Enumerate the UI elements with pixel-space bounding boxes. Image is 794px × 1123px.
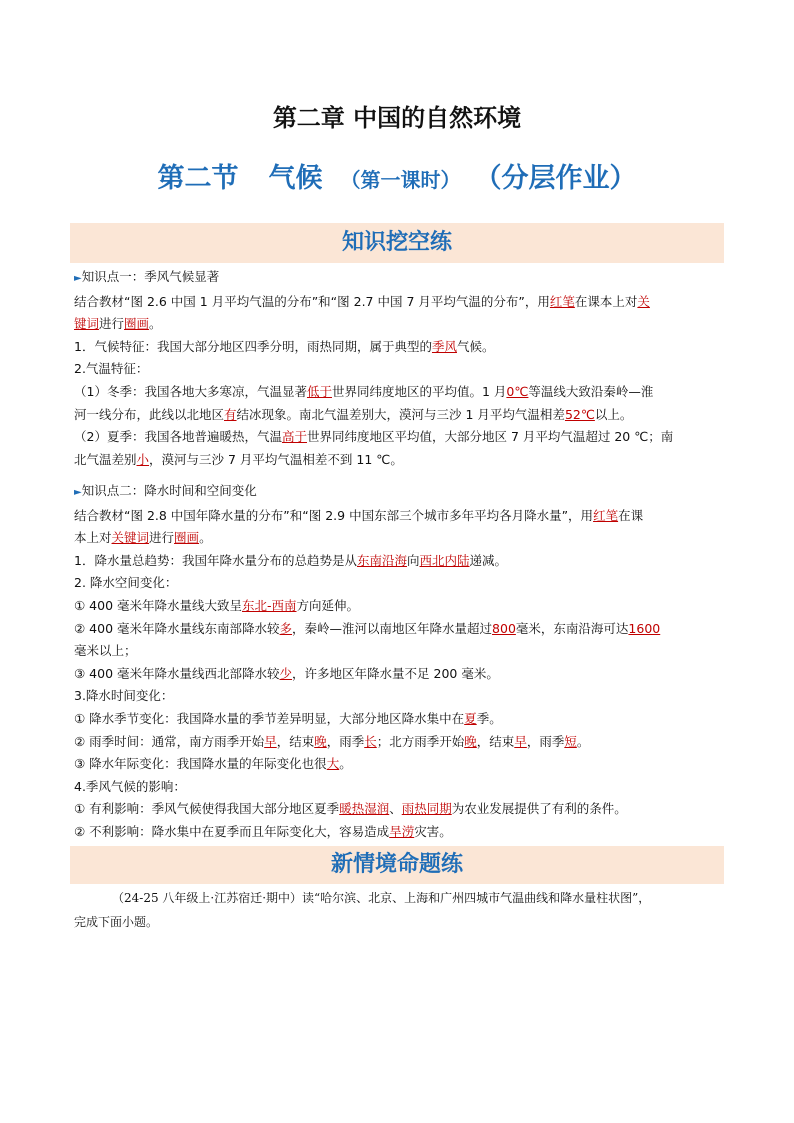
- kp1-temp-heading: 2.气温特征：: [74, 361, 149, 377]
- question-intro: [74, 886, 734, 934]
- kp2-spatial-2: ② 400 毫米年降水量线东南部降水较多，秦岭—淮河以南地区年降水量超过800毫米，东南沿海可达1600: [74, 620, 661, 636]
- kp1-summer: （2）夏季：我国各地普遍暖热，气温高于世界同纬度地区平均值，大部分地区 7 月平均气温超过 20 ℃；南: [74, 429, 674, 445]
- kp2-spatial-1: ① 400 毫米年降水量线大致呈东北-西南方向延伸。: [74, 597, 360, 613]
- section-banner-new-context: 新情境命题练: [70, 846, 724, 884]
- triangle-marker-icon: ►: [74, 487, 82, 498]
- kp1-winter-cont: 河一线分布，此线以北地区有结冰现象。南北气温差别大，漠河与三沙 1 月平均气温相差52℃以上。: [74, 406, 633, 422]
- kp2-spatial-2-cont: 毫米以上；: [74, 643, 137, 659]
- kp1-summer-cont: 北气温差别小，漠河与三沙 7 月平均气温相差不到 11 ℃。: [74, 451, 403, 467]
- kp2-heading: ►知识点二：降水时间和空间变化: [74, 483, 257, 498]
- kp2-temporal-1: ① 降水季节变化：我国降水量的季节差异明显，大部分地区降水集中在夏季。: [74, 710, 502, 726]
- homework-type: （分层作业）: [474, 163, 637, 194]
- kp2-trend: 1．降水量总趋势：我国年降水量分布的总趋势是从东南沿海向西北内陆递减。: [74, 552, 508, 568]
- kp2-instruction-cont: 本上对关键词进行圈画。: [74, 530, 212, 546]
- section-banner-knowledge: 知识挖空练: [70, 223, 724, 263]
- kp1-heading: ►知识点一：季风气候显著: [74, 269, 220, 284]
- chapter-title: 第二章 中国的自然环境: [272, 104, 522, 132]
- kp2-temporal-heading: 3.降水时间变化：: [74, 688, 174, 704]
- kp2-impact-2: ② 不利影响：降水集中在夏季而且年际变化大，容易造成旱涝灾害。: [74, 823, 452, 839]
- kp2-temporal-3: ③ 降水年际变化：我国降水量的年际变化也很大。: [74, 756, 352, 772]
- kp1-instruction: 结合教材“图 2.6 中国 1 月平均气温的分布”和“图 2.7 中国 7 月平均气温的分布”，用红笔在课本上对关: [74, 293, 650, 309]
- section-topic: 气候: [268, 163, 323, 194]
- triangle-marker-icon: ►: [74, 273, 82, 284]
- kp2-temporal-2: ② 雨季时间：通常，南方雨季开始早，结束晚，雨季长；北方雨季开始晚，结束早，雨季短。: [74, 733, 590, 749]
- question-intro-line-2: 完成下面小题。: [74, 915, 159, 929]
- lesson-label: （第一课时）: [340, 168, 461, 192]
- section-title: [0, 156, 794, 195]
- kp1-climate-feature: 1．气候特征：我国大部分地区四季分明，雨热同期，属于典型的季风气候。: [74, 338, 495, 354]
- kp2-spatial-3: ③ 400 毫米年降水量线西北部降水较少，许多地区年降水量不足 200 毫米。: [74, 665, 499, 681]
- kp2-spatial-heading: 2. 降水空间变化：: [74, 575, 178, 591]
- kp2-impact-heading: 4.季风气候的影响：: [74, 778, 186, 794]
- knowledge-point-2: [74, 480, 724, 844]
- kp1-instruction-cont: 键词进行圈画。: [74, 316, 162, 332]
- kp2-impact-1: ① 有利影响：季风气候使得我国大部分地区夏季暖热湿润、雨热同期为农业发展提供了有利的条件。: [74, 801, 627, 817]
- section-number: 第二节: [157, 163, 239, 194]
- kp1-winter: （1）冬季：我国各地大多寒凉，气温显著低于世界同纬度地区的平均值。1 月0℃等温线大致沿秦岭—淮: [74, 383, 654, 399]
- knowledge-point-1: [74, 266, 724, 471]
- question-intro-line: （24-25 八年级上·江苏宿迁·期中）读“哈尔滨、北京、上海和广州四城市气温曲线和降水量柱状图”，: [112, 891, 651, 905]
- kp2-instruction: 结合教材“图 2.8 中国年降水量的分布”和“图 2.9 中国东部三个城市多年平均各月降水量”，用红笔在课: [74, 507, 644, 523]
